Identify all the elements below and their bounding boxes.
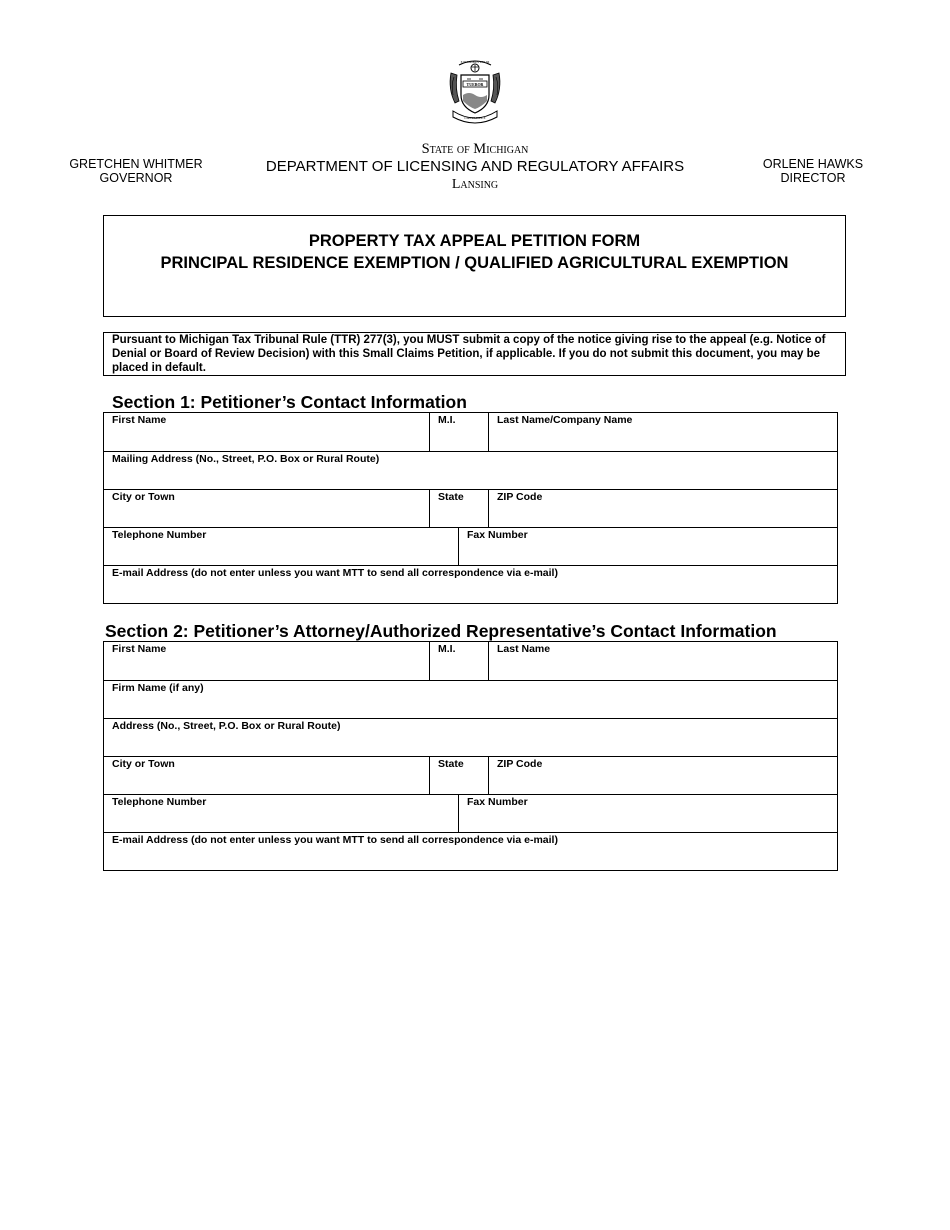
- field-label: Telephone Number: [112, 796, 207, 808]
- representative-last-name-field[interactable]: [488, 642, 837, 680]
- section-1-heading: Section 1: Petitioner’s Contact Information: [112, 392, 467, 412]
- petitioner-mi-field[interactable]: [429, 413, 488, 451]
- michigan-state-seal-icon: [445, 55, 505, 127]
- seal-motto-bottom: CIRCUMSPICE: [464, 116, 486, 120]
- representative-mi-field[interactable]: [429, 642, 488, 680]
- representative-city-field[interactable]: [104, 757, 429, 794]
- field-label: Mailing Address (No., Street, P.O. Box or Rural Route): [112, 453, 380, 465]
- representative-phone-row: [104, 794, 837, 832]
- field-label: Telephone Number: [112, 529, 207, 541]
- field-label: Fax Number: [467, 796, 528, 808]
- field-label: Firm Name (if any): [112, 682, 204, 694]
- representative-zip-field[interactable]: [488, 757, 837, 794]
- field-label: State: [438, 758, 464, 770]
- seal-motto-top: E PLURIBUS UNUM: [460, 60, 490, 64]
- seal-motto-middle: TUEBOR: [466, 81, 484, 87]
- petitioner-city-field[interactable]: [104, 490, 429, 527]
- section-2-heading: Section 2: Petitioner’s Attorney/Authorized Representative’s Contact Information: [105, 621, 777, 641]
- field-label: City or Town: [112, 491, 175, 503]
- petitioner-first-name-field[interactable]: [104, 413, 429, 451]
- department-name: DEPARTMENT OF LICENSING AND REGULATORY AFFAIRS: [265, 158, 685, 175]
- representative-firm-name-field[interactable]: [104, 681, 837, 718]
- petitioner-email-row: [104, 565, 837, 603]
- representative-name-row: [104, 642, 837, 680]
- field-label: ZIP Code: [497, 758, 543, 770]
- state-name: State of Michigan: [421, 141, 529, 157]
- form-subtitle: PRINCIPAL RESIDENCE EXEMPTION / QUALIFIED AGRICULTURAL EXEMPTION: [160, 254, 789, 272]
- field-label: Last Name/Company Name: [497, 414, 633, 426]
- representative-email-field[interactable]: [104, 833, 837, 870]
- petitioner-city-row: [104, 489, 837, 527]
- field-label: Last Name: [497, 643, 551, 655]
- representative-state-field[interactable]: [429, 757, 488, 794]
- field-label: State: [438, 491, 464, 503]
- petitioner-phone-row: [104, 527, 837, 565]
- section-2-form: [103, 641, 838, 871]
- representative-first-name-field[interactable]: [104, 642, 429, 680]
- field-label: ZIP Code: [497, 491, 543, 503]
- representative-address-field[interactable]: [104, 719, 837, 756]
- field-label: First Name: [112, 643, 167, 655]
- form-title-box: [103, 215, 846, 317]
- petitioner-last-name-field[interactable]: [488, 413, 837, 451]
- petitioner-state-field[interactable]: [429, 490, 488, 527]
- petitioner-address-row: [104, 451, 837, 489]
- petitioner-telephone-field[interactable]: [104, 528, 458, 565]
- field-label: Address (No., Street, P.O. Box or Rural Route): [112, 720, 341, 732]
- petitioner-zip-field[interactable]: [488, 490, 837, 527]
- governor-name: GRETCHEN WHITMER: [69, 157, 203, 171]
- representative-telephone-field[interactable]: [104, 795, 458, 832]
- representative-firm-row: [104, 680, 837, 718]
- form-title: PROPERTY TAX APPEAL PETITION FORM: [308, 232, 641, 250]
- field-label: Fax Number: [467, 529, 528, 541]
- section-1-form: [103, 412, 838, 604]
- representative-fax-field[interactable]: [458, 795, 837, 832]
- field-label: M.I.: [438, 414, 456, 426]
- director-block: [752, 157, 874, 185]
- petitioner-name-row: [104, 413, 837, 451]
- field-label: M.I.: [438, 643, 456, 655]
- representative-address-row: [104, 718, 837, 756]
- representative-city-row: [104, 756, 837, 794]
- field-label: E-mail Address (do not enter unless you want MTT to send all correspondence via e-mail): [112, 567, 558, 579]
- petitioner-email-field[interactable]: [104, 566, 837, 603]
- department-block: [200, 141, 750, 193]
- department-city: Lansing: [451, 177, 499, 192]
- director-title: DIRECTOR: [780, 171, 846, 185]
- director-name: ORLENE HAWKS: [762, 157, 864, 171]
- field-label: City or Town: [112, 758, 175, 770]
- field-label: E-mail Address (do not enter unless you want MTT to send all correspondence via e-mail): [112, 834, 558, 846]
- representative-email-row: [104, 832, 837, 870]
- governor-block: [60, 157, 212, 185]
- notice-box: Pursuant to Michigan Tax Tribunal Rule (TTR) 277(3), you MUST submit a copy of the notice giving rise to the appeal (e.g. Notice of Denial or Board of Review Decision) with this Small Claims Petition, if applicable. If you do not submit this document, you may be placed in default.: [103, 332, 846, 376]
- petitioner-mailing-address-field[interactable]: [104, 452, 837, 489]
- field-label: First Name: [112, 414, 167, 426]
- governor-title: GOVERNOR: [99, 171, 173, 185]
- petitioner-fax-field[interactable]: [458, 528, 837, 565]
